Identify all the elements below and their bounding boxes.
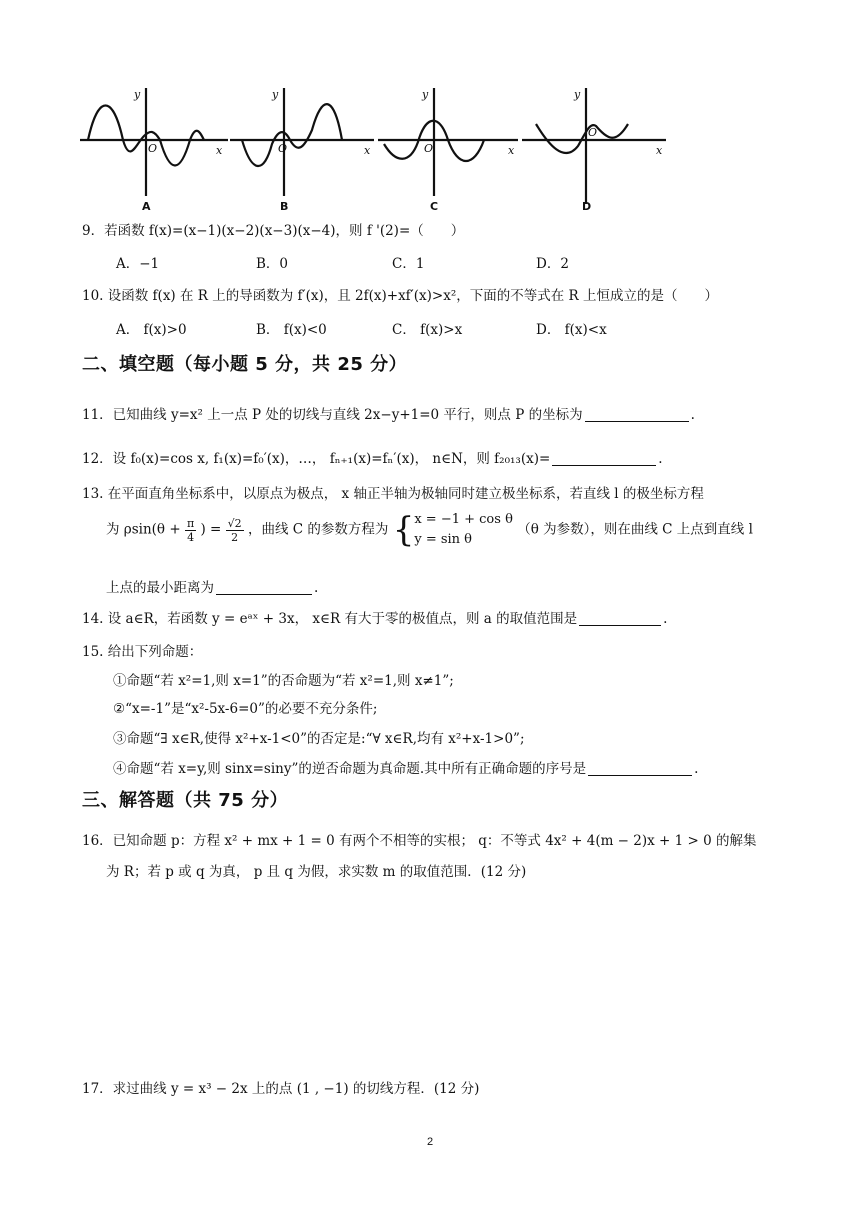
q13-answer-blank[interactable] [216,580,312,595]
q9-option-a: A．−1 [116,256,160,272]
q10-option-d: D． f(x)<x [536,322,607,338]
graph-label-b: B [280,200,289,213]
svg-text:y: y [422,88,429,101]
q13-fraction-sqrt2-over-2: $\frac{√2}{2}$ [227,516,242,544]
question-10-stem: 10. 设函数 f(x) 在 R 上的导函数为 f′(x)，且 2f(x)+xf′(x)>x²，下面的不等式在 R 上恒成立的是（ ） [82,288,718,304]
q15-item-3: ③命题“∃ x∈R,使得 x²+x-1<0”的否定是:“∀ x∈R,均有 x²+x-1>0”; [113,731,525,747]
svg-text:O: O [424,142,434,155]
question-13-line-3: 上点的最小距离为 . [106,580,319,596]
origin-label-a: O [148,142,158,155]
question-15-stem: 15. 给出下列命题： [82,644,203,660]
question-17: 17．求过曲线 y = x³ − 2x 上的点 (1 , −1) 的切线方程．(12 分) [82,1081,480,1097]
q15-item-4: ④命题“若 x=y,则 sinx=siny”的逆否命题为真命题.其中所有正确命题的序号是 . [113,761,699,777]
axis-x-label-a: x [216,144,223,157]
section-3-heading: 三、解答题（共 75 分） [82,790,289,811]
svg-text:x: x [656,144,663,157]
question-14: 14. 设 a∈R，若函数 y = eᵃˣ + 3x， x∈R 有大于零的极值点，则 a 的取值范围是 . [82,611,668,627]
graph-label-a: A [142,200,151,213]
graph-label-d: D [582,200,592,213]
question-16-line-2: 为 R；若 p 或 q 为真， p 且 q 为假，求实数 m 的取值范围．(12 分) [106,864,527,880]
q12-text: 12．设 f₀(x)=cos x, f₁(x)=f₀′(x)，…， fₙ₊₁(x)=fₙ′(x)， n∈N，则 f₂₀₁₃(x)= [82,451,551,467]
q13-fraction-pi-over-4: $\frac{\pi}{4}$ [186,516,195,544]
svg-text:x: x [364,144,371,157]
svg-text:O: O [278,142,288,155]
question-11: 11．已知曲线 y=x² 上一点 P 处的切线与直线 2x−y+1=0 平行，则点 P 的坐标为 . [82,407,695,423]
q15-item-1: ①命题“若 x²=1,则 x=1”的否命题为“若 x²=1,则 x≠1”; [113,673,454,689]
q14-answer-blank[interactable] [579,611,661,626]
q11-text: 11．已知曲线 y=x² 上一点 P 处的切线与直线 2x−y+1=0 平行，则点 P 的坐标为 [82,407,583,423]
q13-parametric-system: x = −1 + cos θ y = sin θ [414,512,513,547]
svg-text:x: x [508,144,515,157]
q15-answer-blank[interactable] [588,761,692,776]
q10-option-c: C． f(x)>x [392,322,463,338]
q12-answer-blank[interactable] [552,451,656,466]
q10-option-a: A． f(x)>0 [116,322,187,338]
question-16-line-1: 16．已知命题 p：方程 x² + mx + 1 = 0 有两个不相等的实根； q：不等式 4x² + 4(m − 2)x + 1 > 0 的解集 [82,833,757,849]
svg-text:O: O [588,126,598,139]
graphs-figure [78,84,678,214]
page-number: 2 [426,1136,434,1148]
axis-y-label-a: y [134,88,141,101]
q9-option-d: D．2 [536,256,569,272]
q10-option-b: B． f(x)<0 [256,322,327,338]
q11-answer-blank[interactable] [585,407,689,422]
svg-text:y: y [272,88,279,101]
question-13-line-1: 13. 在平面直角坐标系中，以原点为极点， x 轴正半轴为极轴同时建立极坐标系，若直线 l 的极坐标方程 [82,486,704,502]
question-9-stem: 9．若函数 f(x)=(x−1)(x−2)(x−3)(x−4)，则 f '(2)=（ ） [82,223,465,239]
q15-item-2: ②“x=-1”是“x²-5x-6=0”的必要不充分条件; [113,701,378,717]
graph-label-c: C [430,200,439,213]
question-12: 12．设 f₀(x)=cos x, f₁(x)=f₀′(x)，…， fₙ₊₁(x)=fₙ′(x)， n∈N，则 f₂₀₁₃(x)= . [82,451,663,467]
section-2-heading: 二、填空题（每小题 5 分，共 25 分） [82,354,408,375]
q9-option-b: B．0 [256,256,289,272]
q9-option-c: C．1 [392,256,425,272]
svg-text:y: y [574,88,581,101]
question-13-line-2: 为 ρsin(θ + $\frac{\pi}{4}$ ) = $\frac{√2}{2}$ ，曲线 C 的参数方程为 { x = −1 + cos θ y = sin θ （θ 为参数），则在曲线 C 上点到直线 l [106,510,753,550]
